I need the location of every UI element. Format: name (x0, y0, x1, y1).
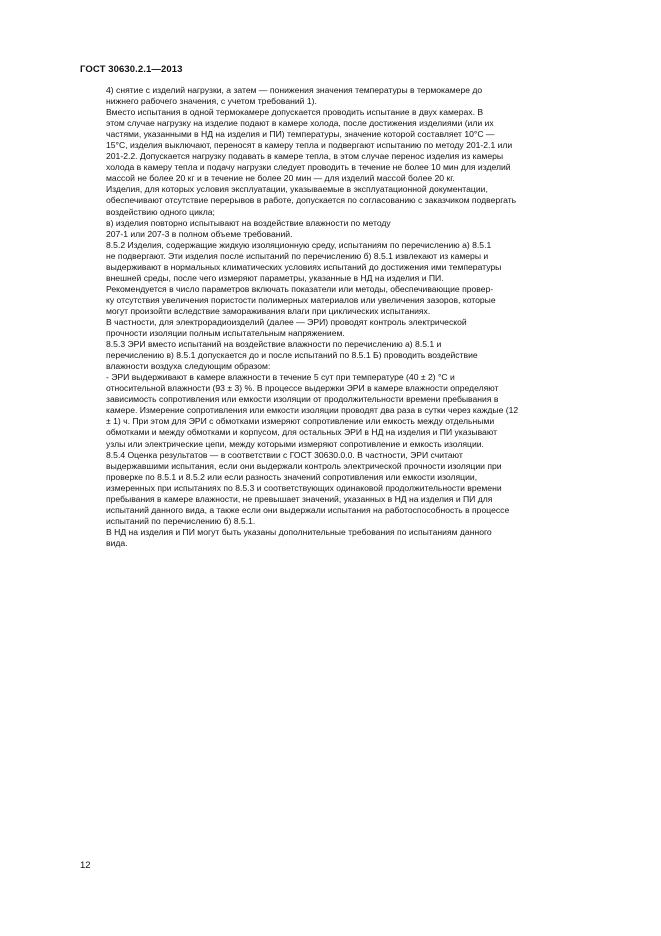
text-line: Вместо испытания в одной термокамере допускается проводить испытание в двух камерах. В (106, 107, 484, 118)
text-line: массой не более 20 кг и в течение не более 20 мин — для изделий массой более 20 кг. (106, 173, 455, 184)
text-line: холода в камеру тепла и подачу нагрузки следует проводить в течение не более 10 мин для изделий (106, 162, 511, 173)
paragraph-eri-humidity (80, 372, 614, 449)
page-number: 12 (80, 860, 91, 871)
text-line: Рекомендуется в число параметров включать показатели или методы, обеспечивающие провер- (106, 283, 494, 294)
paragraph-recommendation (80, 284, 614, 317)
text-line: выдержавшими испытания, если они выдержали контроль электрической прочности изоляции при (106, 460, 502, 471)
paragraph-item-v (80, 218, 614, 229)
text-line: в) изделия повторно испытывают на воздействие влажности по методу (106, 217, 391, 228)
document-body (80, 85, 614, 549)
paragraph-method-207 (80, 229, 614, 240)
paragraph-two-chambers (80, 107, 614, 184)
text-line: перечислению в) 8.5.1 допускается до и после испытаний по 8.5.1 Б) проводить воздействие (106, 350, 478, 361)
text-line: нижнего рабочего значения, с учетом требований 1). (106, 96, 317, 107)
text-line: В частности, для электрорадиоизделий (далее — ЭРИ) проводят контроль электрической (106, 316, 467, 327)
text-line: пребывания в камере влажности, не превышает значений, указанных в НД на изделия и ПИ для (106, 493, 493, 504)
text-line: частями, указанными в НД на изделия и ПИ) температуры, значение которой составляет 10°С — (106, 129, 495, 140)
text-line: 207-1 или 207-3 в полном объеме требований. (106, 228, 293, 239)
text-line: Изделия, для которых условия эксплуатации, указываемые в эксплуатационной документации, (106, 184, 488, 195)
text-line: обмотками и между обмотками и корпусом, для остальных ЭРИ в НД на изделия и ПИ указывают (106, 427, 498, 438)
paragraph-8-5-3 (80, 339, 614, 372)
paragraph-additional (80, 527, 614, 549)
text-line: 4) снятие с изделий нагрузки, а затем — понижения значения температуры в термокамере до (106, 85, 483, 95)
text-line: зависимость сопротивления или емкости изоляции от продолжительности времени пребывания в (106, 394, 499, 405)
text-line: внешней среды, после чего измеряют параметры, указанные в НД на изделия и ПИ. (106, 272, 444, 283)
text-line: воздействию одного цикла; (106, 206, 215, 217)
text-line: 8.5.4 Оценка результатов — в соответствии с ГОСТ 30630.0.0. В частности, ЭРИ считают (106, 449, 463, 460)
paragraph-eri (80, 317, 614, 339)
text-line: узлы или электрические цепи, между которыми измеряют сопротивление и емкость изоляции. (106, 438, 484, 449)
text-line: 8.5.3 ЭРИ вместо испытаний на воздействие влажности по перечислению а) 8.5.1 и (106, 339, 442, 350)
text-line: обеспечивают отсутствие перерывов в работе, допускается по согласованию с заказчиком подвергать (106, 195, 517, 206)
document-header: ГОСТ 30630.2.1—2013 (80, 64, 183, 75)
text-line: измеренных при испытаниях по 8.5.3 и соответствующих одинаковой продолжительности времени (106, 482, 502, 493)
text-line: выдерживают в нормальных климатических условиях испытаний до достижения ими температуры (106, 261, 502, 272)
paragraph-8-5-4 (80, 450, 614, 527)
text-line: могут произойти вследствие замораживания влаги при циклических испытаниях. (106, 305, 431, 316)
text-line: испытаний данного вида, а также если они выдержали испытания на работоспособность в процессе (106, 504, 510, 515)
text-line: В НД на изделия и ПИ могут быть указаны дополнительные требования по испытаниям данного (106, 526, 492, 537)
text-line: прочности изоляции полным испытательным напряжением. (106, 328, 345, 339)
text-line: испытаний по перечислению б) 8.5.1. (106, 515, 256, 526)
text-line: не подвергают. Эти изделия после испытаний по перечислению б) 8.5.1 извлекают из камеры и (106, 250, 489, 261)
paragraph-8-5-2 (80, 240, 614, 284)
text-line: относительной влажности (93 ± 3) %. В процессе выдержки ЭРИ в камере влажности определяют (106, 383, 499, 394)
text-line: вида. (106, 537, 128, 548)
text-line: - ЭРИ выдерживают в камере влажности в течение 5 сут при температуре (40 ± 2) °С и (106, 372, 455, 383)
text-line: влажности воздуха следующим образом: (106, 361, 271, 372)
text-line: 8.5.2 Изделия, содержащие жидкую изоляционную среду, испытаниям по перечислению а) 8.5.1 (106, 239, 492, 250)
text-line: этом случае нагрузку на изделие подают в камере холода, после достижения изделиями (или их (106, 118, 494, 129)
paragraph-load-removal (80, 85, 614, 107)
text-line: 201-2.2. Допускается нагрузку подавать в камере тепла, в этом случае перенос изделия из камеры (106, 151, 504, 162)
text-line: камере. Измерение сопротивления или емкости изоляции проводят два раза в сутки через каждые (12 (106, 405, 519, 416)
text-line: ку отсутствия увеличения пористости полимерных материалов или увеличения зазоров, которые (106, 294, 496, 305)
text-line: ± 1) ч. При этом для ЭРИ с обмотками измеряют сопротивление или емкость между отдельными (106, 416, 495, 427)
paragraph-operation-conditions (80, 184, 614, 217)
text-line: 15°С, изделия выключают, переносят в камеру тепла и подвергают испытанию по методу 201-2.1 или (106, 140, 513, 151)
text-line: проверке по 8.5.1 и 8.5.2 или если разность значений сопротивления или емкости изоляции, (106, 471, 478, 482)
